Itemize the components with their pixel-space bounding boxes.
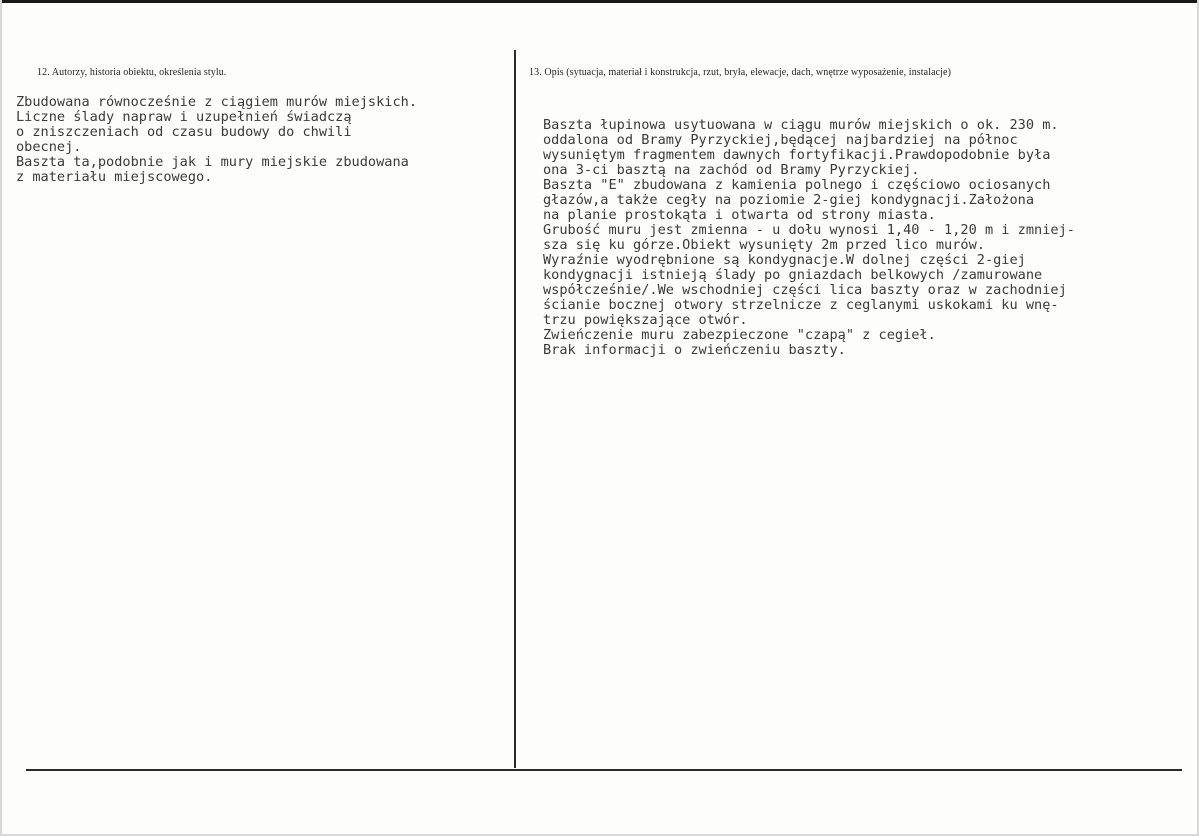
top-border xyxy=(0,0,1199,3)
text-line: obecnej. xyxy=(16,139,82,155)
text-line: z materiału miejscowego. xyxy=(16,169,213,185)
text-line: Wyraźnie wyodrębnione są kondygnacje.W dolnej części 2-giej xyxy=(543,252,1026,268)
text-line: o zniszczeniach od czasu budowy do chwili xyxy=(16,124,352,140)
bottom-rule xyxy=(26,769,1182,771)
section-12-heading: 12. Autorzy, historia obiektu, określenia stylu. xyxy=(37,67,227,78)
text-line: trzu powiększające otwór. xyxy=(543,312,748,328)
section-12-text xyxy=(16,95,417,185)
text-line: głazów,a także cegły na poziomie 2-giej kondygnacji.Założona xyxy=(543,192,1035,208)
text-line: Zwieńczenie muru zabezpieczone "czapą" z cegieł. xyxy=(543,327,936,343)
column-divider xyxy=(514,50,516,768)
text-line: Baszta ta,podobnie jak i mury miejskie zbudowana xyxy=(16,154,409,170)
text-line: Baszta łupinowa usytuowana w ciągu murów miejskich o ok. 230 m. xyxy=(543,117,1059,133)
text-line: Liczne ślady napraw i uzupełnień świadczą xyxy=(16,109,352,125)
text-line: Zbudowana równocześnie z ciągiem murów miejskich. xyxy=(16,94,418,110)
text-line: współcześnie/.We wschodniej części lica baszty oraz w zachodniej xyxy=(543,282,1067,298)
text-line: Brak informacji o zwieńczeniu baszty. xyxy=(543,342,846,358)
text-line: sza się ku górze.Obiekt wysunięty 2m przed lico murów. xyxy=(543,237,985,253)
text-line: ona 3-ci basztą na zachód od Bramy Pyrzyckiej. xyxy=(543,162,920,178)
text-line: Grubość muru jest zmienna - u dołu wynosi 1,40 - 1,20 m i zmniej- xyxy=(543,222,1075,238)
text-line: ścianie bocznej otwory strzelnicze z ceglanymi uskokami ku wnę- xyxy=(543,297,1059,313)
left-edge xyxy=(0,0,2,836)
text-line: wysuniętym fragmentem dawnych fortyfikacji.Prawdopodobnie była xyxy=(543,147,1051,163)
section-13-text xyxy=(543,118,1075,358)
text-line: na planie prostokąta i otwarta od strony miasta. xyxy=(543,207,936,223)
text-line: Baszta "E" zbudowana z kamienia polnego i częściowo ociosanych xyxy=(543,177,1051,193)
section-13-heading: 13. Opis (sytuacja, materiał i konstrukcja, rzut, bryła, elewacje, dach, wnętrze wyposażenie, instalacje) xyxy=(529,67,951,78)
text-line: kondygnacji istnieją ślady po gniazdach belkowych /zamurowane xyxy=(543,267,1043,283)
text-line: oddalona od Bramy Pyrzyckiej,będącej najbardziej na północ xyxy=(543,132,1018,148)
